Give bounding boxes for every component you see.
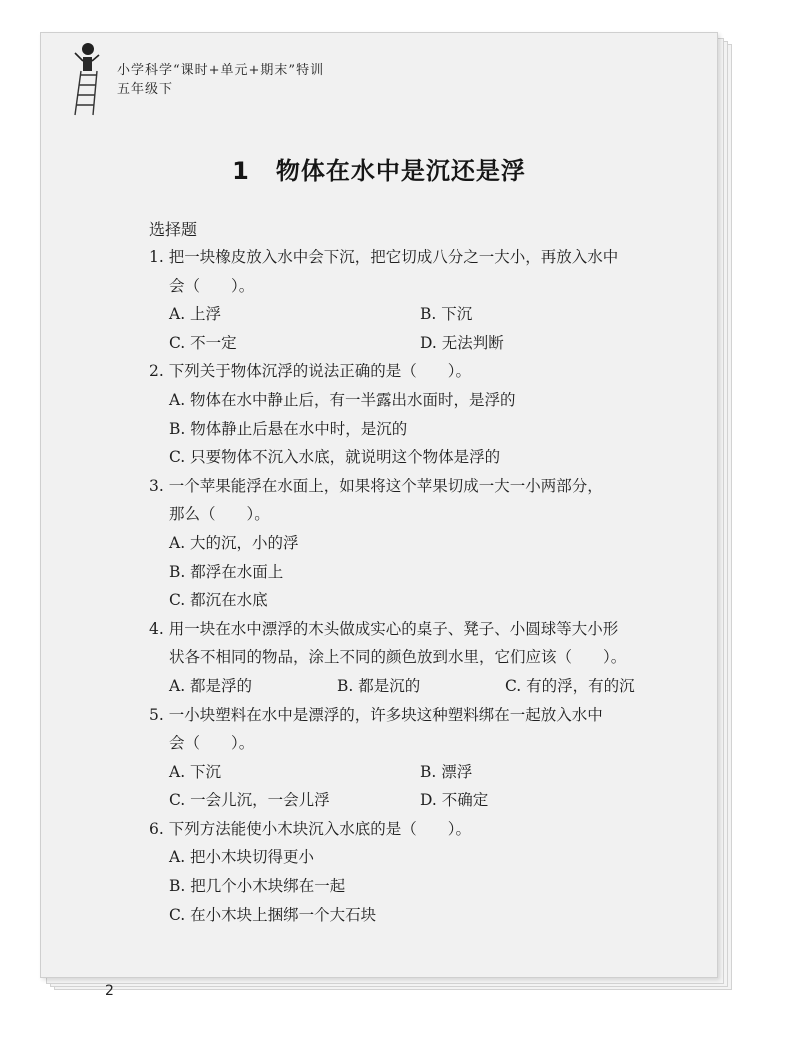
question-1-line-1: 1. 把一块橡皮放入水中会下沉，把它切成八分之一大小，再放入水中	[149, 248, 619, 266]
section-heading: 选择题	[149, 220, 198, 239]
page-number: 2	[105, 983, 114, 999]
question-1-options-row-2	[149, 329, 689, 358]
question-5-line-1: 5. 一小块塑料在水中是漂浮的，许多块这种塑料绑在一起放入水中	[149, 705, 603, 724]
question-1-line-2: 会（ ）。	[169, 276, 255, 295]
question-1-options-row-1	[149, 300, 689, 329]
option-a: A. 下沉	[169, 762, 222, 781]
question-4-line-2: 状各不相同的物品，涂上不同的颜色放到水里，它们应该（ ）。	[169, 648, 627, 667]
child-on-ladder-illustration	[69, 39, 105, 117]
question-6-line-1: 6. 下列方法能使小木块沉入水底的是（ ）。	[149, 819, 471, 838]
option-b: B. 都是沉的	[337, 676, 421, 695]
option-b: B. 漂浮	[420, 762, 473, 781]
book-series-title: 小学科学“课时+单元+期末”特训	[117, 63, 325, 78]
lesson-number: 1	[232, 157, 250, 185]
question-3-line-2: 那么（ ）。	[169, 505, 270, 524]
question-5-line-2: 会（ ）。	[169, 734, 255, 753]
option-a: A. 都是浮的	[169, 676, 253, 695]
question-4-options-row	[149, 672, 689, 701]
grade-label: 五年级下	[117, 82, 174, 97]
option-a: A. 上浮	[169, 305, 222, 324]
question-5-options-row-1	[149, 758, 689, 787]
option-d: D. 无法判断	[420, 333, 504, 352]
option-c: C. 只要物体不沉入水底，就说明这个物体是浮的	[169, 448, 501, 467]
option-a: A. 物体在水中静止后，有一半露出水面时，是浮的	[169, 390, 516, 409]
lesson-title	[41, 151, 717, 186]
option-c: C. 有的浮，有的沉	[505, 676, 635, 695]
option-a: A. 大的沉，小的浮	[169, 533, 299, 552]
option-b: B. 都浮在水面上	[169, 562, 284, 581]
option-c: C. 不一定	[169, 333, 237, 352]
worksheet-page	[40, 32, 718, 999]
option-d: D. 不确定	[420, 791, 489, 810]
option-c: C. 在小木块上捆绑一个大石块	[169, 905, 377, 924]
question-4-line-1: 4. 用一块在水中漂浮的木头做成实心的桌子、凳子、小圆球等大小形	[149, 619, 619, 638]
question-list	[149, 216, 689, 929]
question-2-line-1: 2. 下列关于物体沉浮的说法正确的是（ ）。	[149, 362, 471, 381]
option-b: B. 把几个小木块绑在一起	[169, 877, 346, 896]
option-b: B. 物体静止后悬在水中时，是沉的	[169, 419, 408, 438]
question-5-options-row-2	[149, 786, 689, 815]
option-c: C. 都沉在水底	[169, 591, 268, 610]
option-c: C. 一会儿沉，一会儿浮	[169, 791, 330, 810]
lesson-title-text: 物体在水中是沉还是浮	[275, 157, 526, 185]
question-3-line-1: 3. 一个苹果能浮在水面上，如果将这个苹果切成一大一小两部分，	[149, 476, 603, 495]
option-b: B. 下沉	[420, 305, 473, 324]
option-a: A. 把小木块切得更小	[169, 848, 315, 867]
